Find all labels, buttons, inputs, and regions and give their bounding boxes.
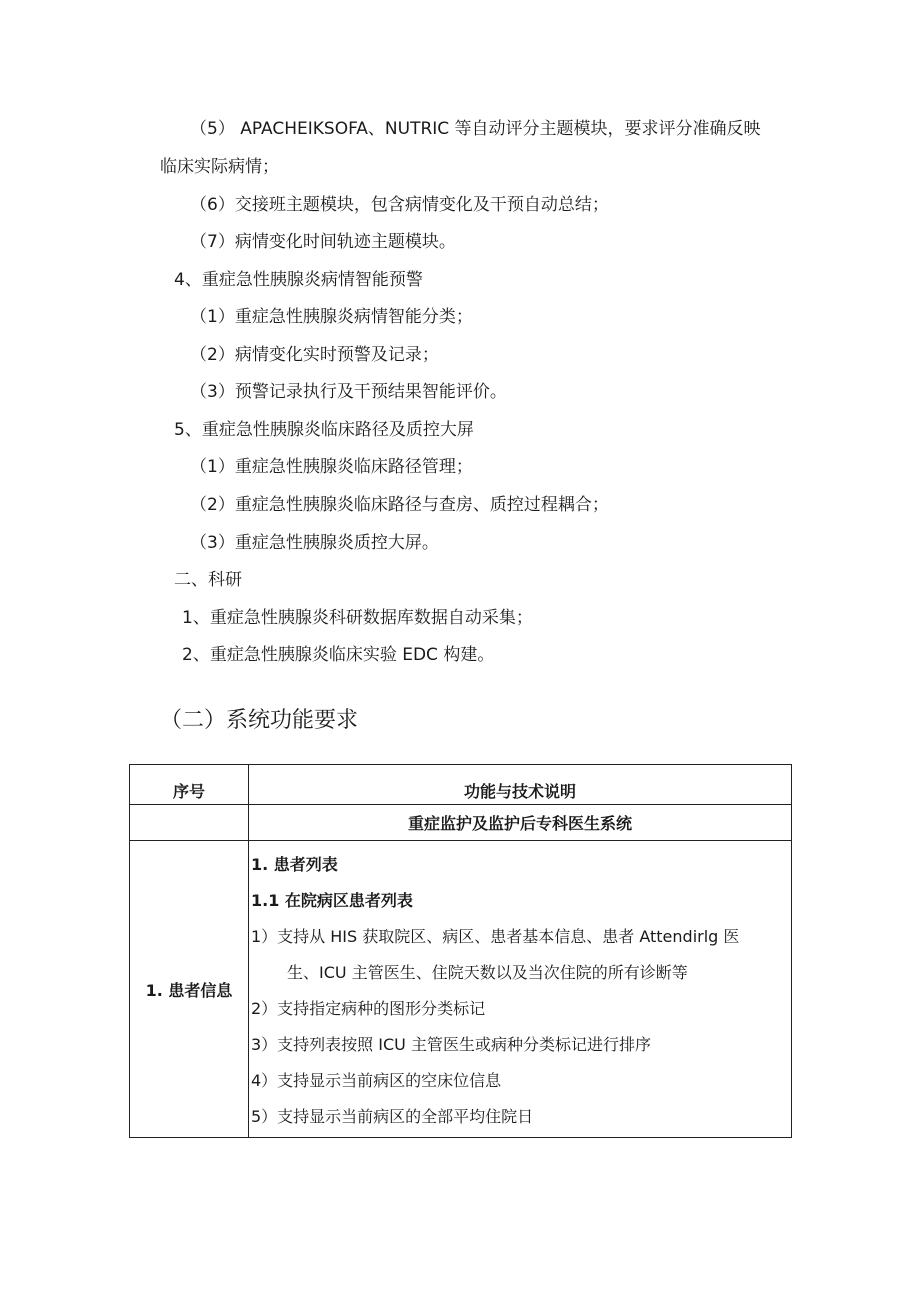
- heading-4-warning: 4、重症急性胰腺炎病情智能预警: [174, 270, 423, 290]
- item-4-1: （1）重症急性胰腺炎病情智能分类；: [190, 307, 473, 327]
- function-spec-table: [129, 764, 792, 1138]
- header-function-description: 功能与技术说明: [249, 765, 792, 805]
- desc-item-2: 2）支持指定病种的图形分类标记: [251, 999, 486, 1018]
- item-6-handover: （6）交接班主题模块，包含病情变化及干预自动总结；: [190, 195, 609, 215]
- research-item-2: 2、重症急性胰腺炎临床实验 EDC 构建。: [182, 645, 495, 665]
- row-description: [249, 841, 792, 1138]
- item-7-timeline: （7）病情变化时间轨迹主题模块。: [190, 232, 456, 252]
- subheader-empty-cell: [130, 805, 249, 841]
- table-header-row: [130, 765, 792, 805]
- item-4-3: （3）预警记录执行及干预结果智能评价。: [190, 382, 507, 402]
- item-4-2: （2）病情变化实时预警及记录；: [190, 345, 439, 365]
- desc-item-3: 3）支持列表按照 ICU 主管医生或病种分类标记进行排序: [251, 1035, 651, 1054]
- desc-item-4: 4）支持显示当前病区的空床位信息: [251, 1071, 502, 1090]
- item-5-2: （2）重症急性胰腺炎临床路径与查房、质控过程耦合；: [190, 495, 609, 515]
- desc-ward-list-title: 1.1 在院病区患者列表: [251, 891, 413, 910]
- item-5-apache-line2: 临床实际病情；: [160, 157, 279, 177]
- item-5-3: （3）重症急性胰腺炎质控大屏。: [190, 533, 439, 553]
- section-title: （二）系统功能要求: [160, 708, 359, 733]
- header-serial-number: 序号: [130, 765, 249, 805]
- heading-5-pathway: 5、重症急性胰腺炎临床路径及质控大屏: [174, 420, 474, 440]
- item-5-1: （1）重症急性胰腺炎临床路径管理；: [190, 457, 473, 477]
- table-subheader-row: [130, 805, 792, 841]
- subheader-system-name: 重症监护及监护后专科医生系统: [249, 805, 792, 841]
- desc-item-5: 5）支持显示当前病区的全部平均住院日: [251, 1107, 534, 1126]
- research-item-1: 1、重症急性胰腺炎科研数据库数据自动采集；: [182, 608, 533, 628]
- row-label-patient-info: 1. 患者信息: [130, 841, 249, 1138]
- desc-item-1-cont: 生、ICU 主管医生、住院天数以及当次住院的所有诊断等: [287, 963, 688, 982]
- item-5-apache-line1: （5） APACHEIKSOFA、NUTRIC 等自动评分主题模块，要求评分准确反映: [190, 119, 761, 139]
- heading-research: 二、科研: [174, 570, 242, 590]
- table-row: [130, 841, 792, 1138]
- desc-patient-list-title: 1. 患者列表: [251, 855, 338, 874]
- desc-item-1: 1）支持从 HIS 获取院区、病区、患者基本信息、患者 Attendirlg 医: [251, 927, 740, 946]
